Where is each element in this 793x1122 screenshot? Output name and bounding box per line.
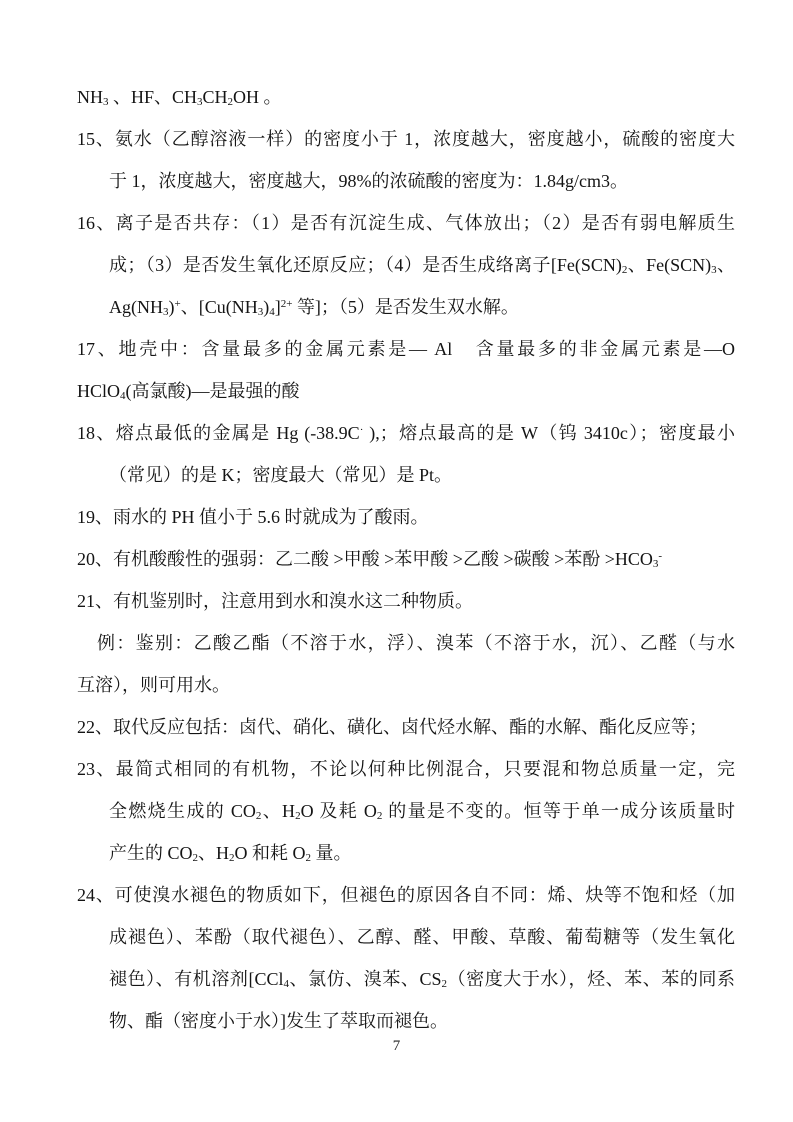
text-run: 成褪色）、苯酚（取代褪色）、乙醇、醛、甲酸、草酸、葡萄糖等（发生氧化 — [109, 927, 735, 947]
text-run: 、H — [198, 843, 230, 863]
subscript-run: 2 — [441, 978, 448, 991]
text-run: 18、熔点最低的金属是 Hg (-38.9C — [77, 423, 360, 443]
text-run: 21、有机鉴别时，注意用到水和溴水这二种物质。 — [77, 591, 473, 611]
subscript-run: 4 — [269, 306, 275, 319]
text-line-1 — [77, 76, 735, 118]
text-line-10 — [77, 454, 735, 496]
text-run: 等]；（5）是否发生双水解。 — [292, 297, 519, 317]
text-run: CH — [202, 87, 228, 107]
text-line-18 — [77, 790, 735, 832]
text-run: 23、最简式相同的有机物，不论以何种比例混合，只要混和物总质量一定，完 — [77, 759, 735, 779]
text-run: 物、酯（密度小于水）]发生了萃取而褪色。 — [109, 1011, 448, 1031]
text-line-8 — [77, 370, 735, 412]
text-run: 全燃烧生成的 CO — [109, 801, 256, 821]
text-line-4 — [77, 202, 735, 244]
subscript-run: 4 — [283, 978, 289, 991]
text-run: 互溶），则可用水。 — [77, 675, 230, 695]
text-run: Ag(NH — [109, 297, 163, 317]
text-run: 、HF、CH — [108, 87, 198, 107]
text-run: OH 。 — [233, 87, 282, 107]
subscript-run: 2 — [192, 852, 199, 865]
text-run: O 及耗 O — [300, 801, 377, 821]
text-run: HClO — [77, 381, 121, 401]
text-run: 的量是不变的。恒等于单一成分该质量时 — [382, 801, 736, 821]
text-run: ),；熔点最高的是 W（钨 3410c）；密度最小 — [363, 423, 735, 443]
text-run: （常见）的是 K；密度最大（常见）是 Pt。 — [109, 465, 453, 485]
text-run: 15、氨水（乙醇溶液一样）的密度小于 1，浓度越大，密度越小，硫酸的密度大 — [77, 129, 735, 149]
text-run: （密度大于水），烃、苯、苯的同系 — [447, 969, 735, 989]
text-line-21 — [77, 916, 735, 958]
subscript-run: 4 — [120, 390, 126, 403]
text-run: NH — [77, 87, 103, 107]
text-run: 褪色）、有机溶剂[CCl — [109, 969, 284, 989]
subscript-run: 3 — [652, 558, 659, 571]
text-line-22 — [77, 958, 735, 1000]
document-lines — [77, 76, 735, 1042]
text-line-9 — [77, 412, 735, 454]
subscript-run: 2 — [255, 810, 262, 823]
text-line-15 — [77, 664, 735, 706]
subscript-run: 3 — [711, 264, 717, 277]
text-line-5 — [77, 244, 735, 286]
text-run: 量。 — [311, 843, 352, 863]
text-run: 产生的 CO — [109, 843, 193, 863]
text-run: ] — [274, 297, 281, 317]
text-line-13 — [77, 580, 735, 622]
subscript-run: 3 — [163, 306, 169, 319]
text-run: 19、雨水的 PH 值小于 5.6 时就成为了酸雨。 — [77, 507, 429, 527]
text-line-17 — [77, 748, 735, 790]
text-run: 、H — [261, 801, 296, 821]
text-run: 于 1，浓度越大，密度越大，98%的浓硫酸的密度为：1.84g/cm3。 — [109, 171, 628, 191]
subscript-run: 2 — [305, 852, 312, 865]
superscript-run: - — [658, 549, 663, 562]
text-line-14 — [77, 622, 735, 664]
text-run: 16、离子是否共存：（1）是否有沉淀生成、气体放出；（2）是否有弱电解质生 — [77, 213, 735, 233]
text-line-19 — [77, 832, 735, 874]
text-line-16 — [77, 706, 735, 748]
subscript-run: 2 — [295, 810, 301, 823]
text-line-11 — [77, 496, 735, 538]
text-run: 例：鉴别：乙酸乙酯（不溶于水，浮）、溴苯（不溶于水，沉）、乙醛（与水 — [97, 633, 735, 653]
text-run: 、氯仿、溴苯、CS — [289, 969, 442, 989]
text-line-12 — [77, 538, 735, 580]
subscript-run: 2 — [227, 96, 234, 109]
text-run: ) — [168, 297, 175, 317]
text-run: 20、有机酸酸性的强弱：乙二酸 >甲酸 >苯甲酸 >乙酸 >碳酸 >苯酚 >HCO — [77, 549, 653, 569]
text-run: 17、地壳中：含量最多的金属元素是— Al 含量最多的非金属元素是—O — [77, 339, 735, 359]
text-run: 成；（3）是否发生氧化还原反应；（4）是否生成络离子[Fe(SCN) — [109, 255, 622, 275]
text-run: 、Fe(SCN) — [627, 255, 712, 275]
text-run: 、 — [716, 255, 735, 275]
subscript-run: 2 — [376, 810, 383, 823]
text-run: 24、可使溴水褪色的物质如下，但褪色的原因各自不同：烯、炔等不饱和烃（加 — [77, 885, 735, 905]
text-line-3 — [77, 160, 735, 202]
subscript-run: 2 — [621, 264, 628, 277]
subscript-run: 3 — [257, 306, 264, 319]
text-run: O 和耗 O — [234, 843, 306, 863]
subscript-run: 3 — [103, 96, 109, 109]
text-run: 、[Cu(NH — [180, 297, 258, 317]
text-run: (高氯酸)—是最强的酸 — [125, 381, 300, 401]
superscript-run: · — [359, 423, 364, 436]
page-number: 7 — [392, 1038, 401, 1054]
text-line-2 — [77, 118, 735, 160]
text-line-20 — [77, 874, 735, 916]
superscript-run: + — [174, 297, 181, 310]
text-line-6 — [77, 286, 735, 328]
superscript-run: 2+ — [280, 297, 293, 310]
subscript-run: 2 — [229, 852, 235, 865]
subscript-run: 3 — [197, 96, 203, 109]
text-run: ) — [263, 297, 270, 317]
text-line-7 — [77, 328, 735, 370]
text-run: 22、取代反应包括：卤代、硝化、磺化、卤代烃水解、酯的水解、酯化反应等； — [77, 717, 707, 737]
